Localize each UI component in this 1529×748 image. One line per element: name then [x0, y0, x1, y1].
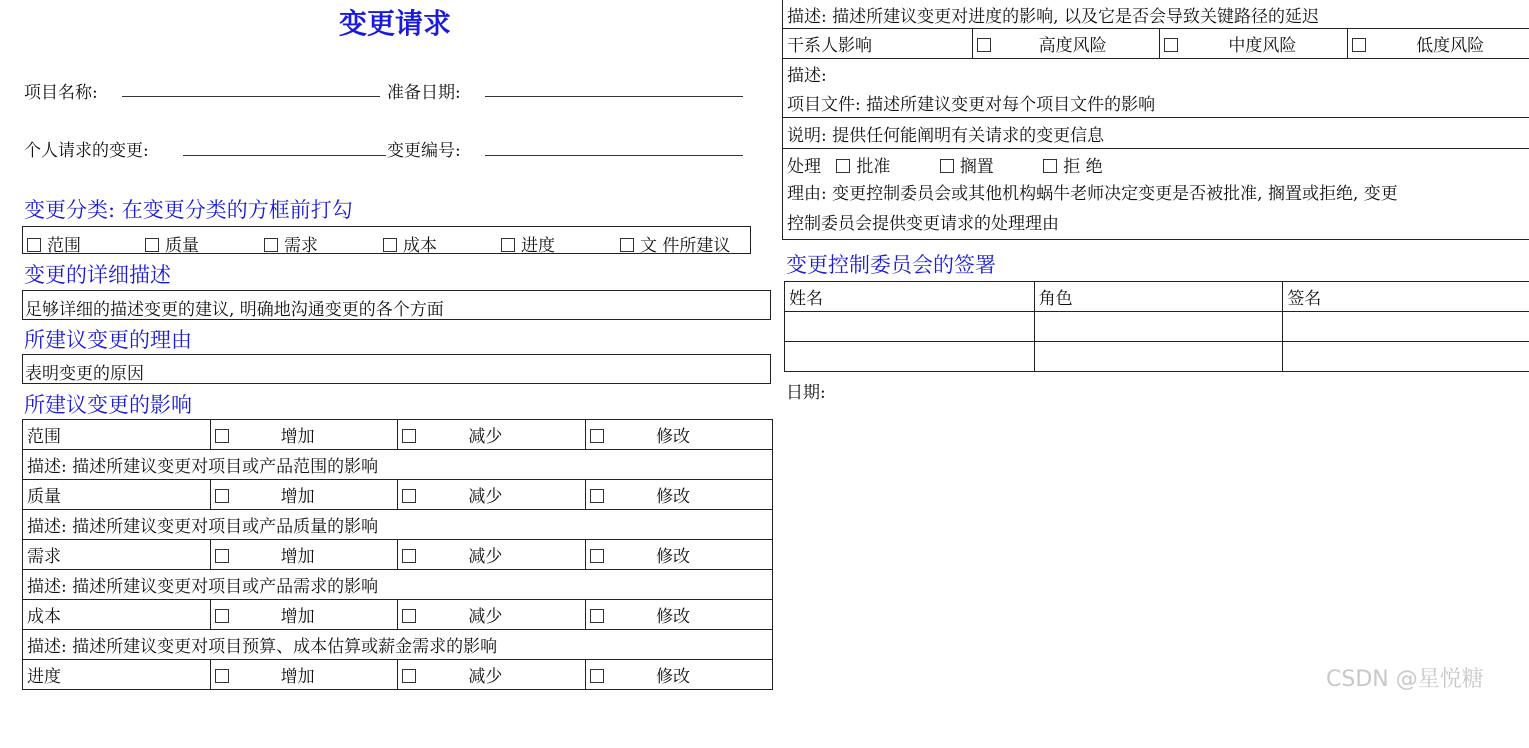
- checkbox[interactable]: [402, 429, 416, 443]
- signature-cell[interactable]: [1283, 312, 1529, 342]
- checkbox[interactable]: [402, 669, 416, 683]
- signature-cell[interactable]: [785, 342, 1035, 372]
- impact-option-increase[interactable]: 增加: [210, 600, 398, 630]
- signature-cell[interactable]: [1034, 342, 1283, 372]
- checkbox[interactable]: [836, 159, 850, 173]
- detail-box[interactable]: 足够详细的描述变更的建议, 明确地沟通变更的各个方面: [22, 290, 771, 320]
- checkbox[interactable]: [1164, 38, 1178, 52]
- impact-option-increase[interactable]: 增加: [210, 660, 398, 690]
- impact-option-increase[interactable]: 增加: [210, 540, 398, 570]
- checkbox[interactable]: [590, 489, 604, 503]
- checkbox[interactable]: [1352, 38, 1366, 52]
- requester-label: 个人请求的变更:: [24, 136, 149, 161]
- checkbox[interactable]: [402, 489, 416, 503]
- checkbox[interactable]: [215, 609, 229, 623]
- rationale-line-1: 理由: 变更控制委员会或其他机构蜗牛老师决定变更是否被批准, 搁置或拒绝, 变更: [787, 179, 1525, 209]
- signature-cell[interactable]: [1034, 312, 1283, 342]
- category-item[interactable]: 成本: [383, 231, 437, 256]
- risk-high[interactable]: 高度风险: [972, 29, 1160, 59]
- impact-name: 成本: [23, 600, 211, 630]
- checkbox[interactable]: [590, 429, 604, 443]
- checkbox[interactable]: [215, 549, 229, 563]
- checkbox[interactable]: [264, 238, 278, 252]
- impact-option-increase[interactable]: 增加: [210, 480, 398, 510]
- col-sign: 签名: [1283, 282, 1529, 312]
- risk-mid[interactable]: 中度风险: [1160, 29, 1348, 59]
- checkbox[interactable]: [590, 609, 604, 623]
- category-heading: 变更分类: 在变更分类的方框前打勾: [24, 194, 353, 224]
- project-docs[interactable]: 项目文件: 描述所建议变更对每个项目文件的影响: [783, 87, 1529, 118]
- handling-label: 处理: [787, 157, 821, 177]
- impact-name: 范围: [23, 420, 211, 450]
- category-item[interactable]: 质量: [145, 231, 199, 256]
- checkbox[interactable]: [620, 238, 634, 252]
- impact-option-increase[interactable]: 增加: [210, 420, 398, 450]
- right-table: [782, 0, 1529, 240]
- impact-option-decrease[interactable]: 减少: [398, 540, 586, 570]
- handling-row: [783, 149, 1529, 180]
- col-name: 姓名: [785, 282, 1035, 312]
- change-no-field[interactable]: [485, 155, 743, 156]
- reason-box[interactable]: 表明变更的原因: [22, 354, 771, 384]
- note-row[interactable]: 说明: 提供任何能阐明有关请求的变更信息: [783, 118, 1529, 149]
- project-name-label: 项目名称:: [24, 78, 98, 103]
- checkbox[interactable]: [27, 238, 41, 252]
- signature-heading: 变更控制委员会的签署: [786, 249, 996, 279]
- approve-option[interactable]: 批准: [836, 157, 890, 177]
- page-title: 变更请求: [0, 2, 790, 42]
- impact-desc[interactable]: 描述: 描述所建议变更对项目或产品质量的影响: [23, 510, 773, 540]
- impact-desc-row: [23, 570, 773, 600]
- rationale-line-2: 控制委员会提供变更请求的处理理由: [787, 209, 1525, 239]
- impact-name: 质量: [23, 480, 211, 510]
- impact-option-modify[interactable]: 修改: [586, 600, 773, 630]
- impact-option-decrease[interactable]: 减少: [398, 420, 586, 450]
- impact-desc[interactable]: 描述: 描述所建议变更对项目预算、成本估算或薪金需求的影响: [23, 630, 773, 660]
- prep-date-field[interactable]: [485, 96, 743, 97]
- impact-option-modify[interactable]: 修改: [586, 420, 773, 450]
- date-label: 日期:: [786, 378, 826, 403]
- impact-desc-row: [23, 510, 773, 540]
- stakeholder-label: 干系人影响: [783, 29, 973, 59]
- impact-row: [23, 660, 773, 690]
- checkbox[interactable]: [215, 669, 229, 683]
- stakeholder-desc[interactable]: 描述:: [783, 59, 1529, 88]
- checkbox[interactable]: [145, 238, 159, 252]
- category-item[interactable]: 进度: [501, 231, 555, 256]
- csdn-watermark: CSDN @星悦糖: [1326, 662, 1484, 693]
- impact-option-decrease[interactable]: 减少: [398, 600, 586, 630]
- rationale-row[interactable]: [783, 179, 1529, 240]
- signature-cell[interactable]: [785, 312, 1035, 342]
- detail-heading: 变更的详细描述: [24, 259, 171, 289]
- impact-desc[interactable]: 描述: 描述所建议变更对项目或产品需求的影响: [23, 570, 773, 600]
- requester-field[interactable]: [183, 155, 386, 156]
- impact-heading: 所建议变更的影响: [24, 389, 192, 419]
- defer-option[interactable]: 搁置: [940, 157, 994, 177]
- checkbox[interactable]: [590, 669, 604, 683]
- reason-heading: 所建议变更的理由: [24, 324, 192, 354]
- checkbox[interactable]: [501, 238, 515, 252]
- reject-option[interactable]: 拒 绝: [1043, 157, 1102, 177]
- risk-low[interactable]: 低度风险: [1348, 29, 1529, 59]
- checkbox[interactable]: [977, 38, 991, 52]
- category-item[interactable]: 范围: [27, 231, 81, 256]
- signature-cell[interactable]: [1283, 342, 1529, 372]
- checkbox[interactable]: [215, 489, 229, 503]
- impact-row: [23, 540, 773, 570]
- col-role: 角色: [1034, 282, 1283, 312]
- impact-row: [23, 480, 773, 510]
- category-row: [22, 226, 751, 254]
- project-name-field[interactable]: [122, 96, 380, 97]
- impact-name: 进度: [23, 660, 211, 690]
- schedule-desc[interactable]: 描述: 描述所建议变更对进度的影响, 以及它是否会导致关键路径的延迟: [783, 0, 1529, 29]
- checkbox[interactable]: [590, 549, 604, 563]
- category-item[interactable]: 需求: [264, 231, 318, 256]
- impact-desc-row: [23, 630, 773, 660]
- checkbox[interactable]: [940, 159, 954, 173]
- impact-desc-row: [23, 450, 773, 480]
- checkbox[interactable]: [383, 238, 397, 252]
- impact-option-modify[interactable]: 修改: [586, 540, 773, 570]
- impact-option-decrease[interactable]: 减少: [398, 660, 586, 690]
- impact-desc[interactable]: 描述: 描述所建议变更对项目或产品范围的影响: [23, 450, 773, 480]
- category-item[interactable]: 文 件所建议: [620, 231, 730, 256]
- impact-option-modify[interactable]: 修改: [586, 480, 773, 510]
- checkbox[interactable]: [1043, 159, 1057, 173]
- impact-name: 需求: [23, 540, 211, 570]
- impact-row: [23, 420, 773, 450]
- impact-option-decrease[interactable]: 减少: [398, 480, 586, 510]
- change-no-label: 变更编号:: [387, 136, 461, 161]
- checkbox[interactable]: [402, 549, 416, 563]
- impact-option-modify[interactable]: 修改: [586, 660, 773, 690]
- impact-table: [22, 419, 773, 690]
- impact-row: [23, 600, 773, 630]
- checkbox[interactable]: [215, 429, 229, 443]
- background-watermark: ​: [250, 690, 308, 748]
- signature-table: [784, 281, 1529, 372]
- checkbox[interactable]: [402, 609, 416, 623]
- prep-date-label: 准备日期:: [387, 78, 461, 103]
